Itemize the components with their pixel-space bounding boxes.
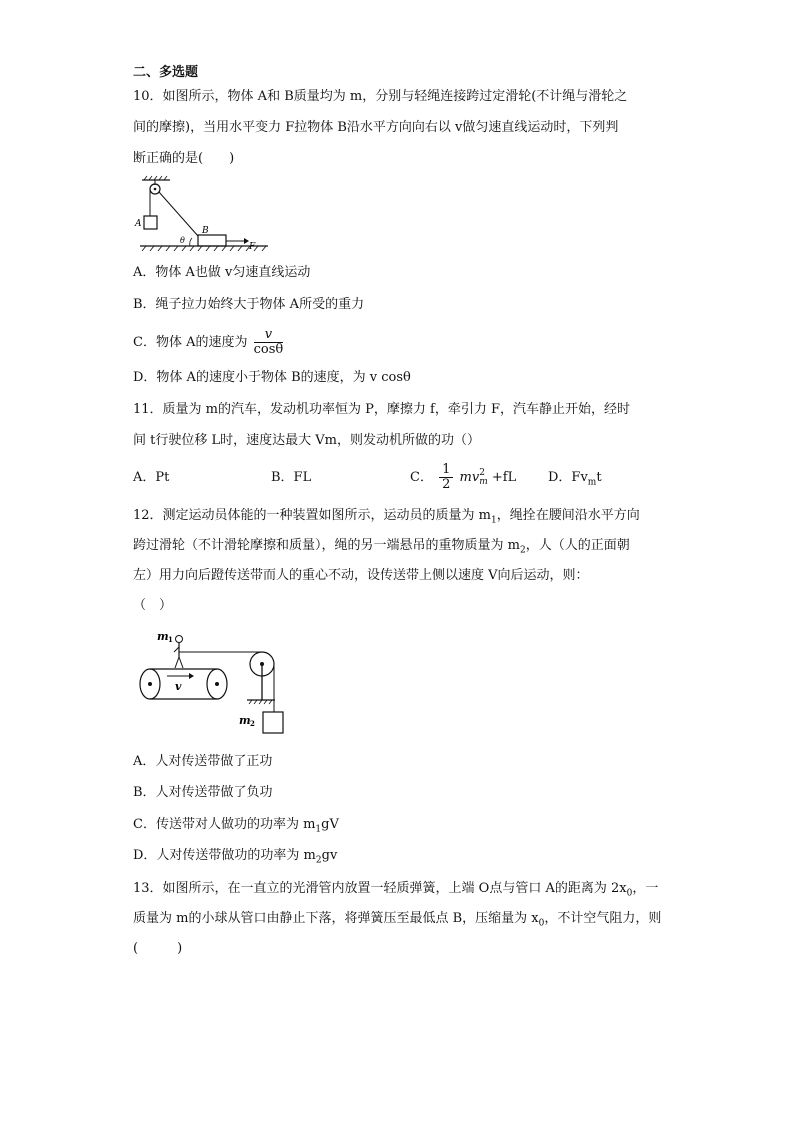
- q12-option-a: A．人对传送带做了正功: [133, 754, 273, 769]
- q11-d-pre: D．Fv: [548, 470, 588, 485]
- q11-c-post: +fL: [491, 470, 517, 485]
- q12-c-post: gV: [321, 817, 339, 832]
- q11-option-a: A．Pt: [133, 470, 170, 485]
- label-v: v: [175, 680, 182, 693]
- q10-c-numerator: v: [254, 328, 284, 343]
- label-m2: m: [239, 714, 251, 727]
- q10-stem-line2: 间的摩擦)，当用水平变力 F拉物体 B沿水平方向向右以 v做匀速直线运动时，下列判: [133, 120, 619, 135]
- q12-l2-pre: 跨过滑轮（不计滑轮摩擦和质量），绳的另一端悬吊的重物质量为 m: [133, 538, 520, 553]
- label-f: F: [249, 242, 256, 252]
- q13-stem-line2: [133, 910, 661, 933]
- q10-option-a: A．物体 A也做 v匀速直线运动: [133, 265, 311, 280]
- q12-stem-line1: [133, 507, 640, 530]
- q10-stem-line3: 断正确的是( ): [133, 151, 235, 166]
- label-m1-sub: 1: [168, 635, 173, 644]
- q12-stem-line3: 左）用力向后蹬传送带而人的重心不动，设传送带上侧以速度 V向后运动，则：: [133, 568, 589, 583]
- label-m1: m: [157, 630, 169, 643]
- q12-stem-line4: （ ）: [133, 598, 173, 613]
- q11-d-post: t: [596, 470, 602, 485]
- q10-c-denominator: cosθ: [253, 342, 284, 357]
- q13-l2-sub: 0: [538, 918, 545, 929]
- q13-l1-post: ，一: [632, 881, 659, 896]
- q11-c-denominator: 2: [442, 477, 451, 492]
- q10-stem-line1: 10．如图所示，物体 A和 B质量均为 m，分别与轻绳连接跨过定滑轮(不计绳与滑轮之: [133, 89, 628, 104]
- section-title: 二、多选题: [133, 65, 199, 80]
- q12-d-post: gv: [321, 848, 338, 863]
- label-m2-sub: 2: [250, 719, 255, 728]
- q12-l1-post: ，绳拴在腰间沿水平方向: [496, 508, 640, 523]
- q12-l1-pre: 12．测定运动员体能的一种装置如图所示，运动员的质量为 m: [133, 508, 492, 523]
- q12-c-pre: C．传送带对人做功的功率为 m: [133, 817, 316, 832]
- q12-d-sub: 2: [315, 855, 322, 866]
- label-theta: θ: [180, 236, 185, 245]
- q11-option-c: [410, 459, 516, 497]
- q13-l2-post: ，不计空气阻力，则: [544, 911, 662, 926]
- q10-figure: [136, 176, 276, 256]
- q11-stem-line1: 11．质量为 m的汽车，发动机功率恒为 P，摩擦力 f，牵引力 F，汽车静止开始，经时: [133, 402, 630, 417]
- q12-option-b: B．人对传送带做了负功: [133, 785, 273, 800]
- block-a: [144, 216, 157, 229]
- q11-d-sub: m: [587, 477, 597, 488]
- q10-option-c: [133, 326, 285, 360]
- q11-stem-line2: 间 t行驶位移 L时，速度达最大 Vm，则发动机所做的功（）: [133, 433, 480, 448]
- q11-option-b: B．FL: [271, 470, 312, 485]
- label-a: A: [135, 219, 142, 229]
- q12-d-pre: D．人对传送带做功的功率为 m: [133, 848, 316, 863]
- q12-l2-sub: 2: [519, 545, 526, 556]
- block-b: [198, 235, 226, 246]
- q12-l2-post: ，人（人的正面朝: [525, 538, 630, 553]
- q12-stem-line2: [133, 537, 630, 560]
- q13-stem-line3: ( ): [133, 941, 183, 956]
- q10-option-c-text: C．物体 A的速度为: [133, 335, 248, 350]
- person-head-icon: [176, 636, 183, 643]
- q12-figure: [137, 628, 287, 738]
- q12-c-sub: 1: [315, 824, 322, 835]
- weight-block: [263, 712, 283, 733]
- q11-c-numerator: 1: [439, 463, 453, 478]
- q10-option-c-fraction: [254, 328, 284, 357]
- q11-option-d: [548, 469, 602, 492]
- q11-c-sub: m: [479, 476, 488, 487]
- q12-l1-sub: 1: [491, 515, 497, 526]
- q10-option-d: D．物体 A的速度小于物体 B的速度，为 v cosθ: [133, 370, 411, 385]
- q11-option-c-label: C．: [410, 470, 433, 485]
- label-b: B: [202, 226, 209, 236]
- q10-option-b: B．绳子拉力始终大于物体 A所受的重力: [133, 297, 365, 312]
- q12-option-c: [133, 816, 339, 839]
- q11-option-c-fraction: [439, 463, 453, 492]
- q13-l2-pre: 质量为 m的小球从管口由静止下落，将弹簧压至最低点 B，压缩量为 x: [133, 911, 539, 926]
- q12-option-d: [133, 847, 337, 870]
- q11-c-mv: mv: [459, 470, 480, 485]
- q13-l1-pre: 13．如图所示，在一直立的光滑管内放置一轻质弹簧，上端 O点与管口 A的距离为 2x: [133, 881, 627, 896]
- q13-stem-line1: [133, 880, 658, 903]
- q11-c-sup: 2: [479, 467, 485, 478]
- q13-l1-sub: 0: [626, 888, 633, 899]
